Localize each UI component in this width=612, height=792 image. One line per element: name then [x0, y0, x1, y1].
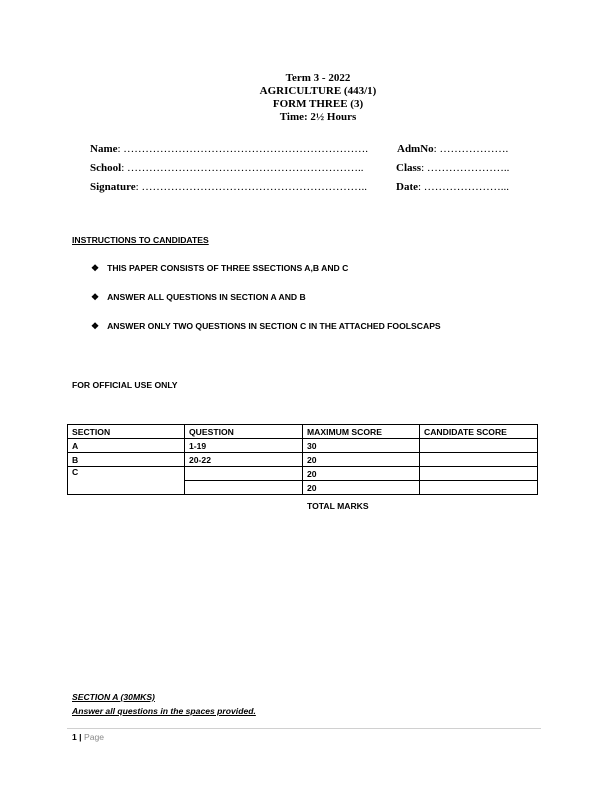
admno-dots: : ……………….: [433, 143, 509, 155]
section-a-instruction: Answer all questions in the spaces provided.: [72, 706, 256, 716]
signature-label: Signature: [90, 181, 136, 193]
table-row: [68, 467, 538, 481]
school-label: School: [90, 162, 122, 174]
class-dots: : …………………..: [421, 162, 510, 174]
instruction-item: [91, 263, 348, 274]
diamond-bullet-icon: ❖: [91, 263, 100, 273]
signature-dots: : ……………………………………………………..: [135, 181, 367, 193]
section-cell: C: [68, 467, 185, 495]
score-table: [67, 424, 538, 495]
instruction-text: ANSWER ONLY TWO QUESTIONS IN SECTION C IN THE ATTACHED FOOLSCAPS: [107, 321, 441, 331]
page-number: 1: [72, 732, 77, 742]
question-cell: 20-22: [185, 453, 303, 467]
instruction-item: [91, 321, 441, 332]
column-header: CANDIDATE SCORE: [420, 425, 538, 439]
page-label: Page: [83, 732, 105, 742]
school-field[interactable]: [90, 162, 364, 175]
candidate-score-cell[interactable]: [420, 467, 538, 481]
max-score-cell: 20: [303, 481, 420, 495]
column-header: MAXIMUM SCORE: [303, 425, 420, 439]
school-dots: : ………………………………………………………..: [121, 162, 364, 174]
exam-term: Term 3 - 2022: [285, 72, 351, 84]
section-cell: A: [68, 439, 185, 453]
date-dots: : …………………...: [418, 181, 510, 193]
diamond-bullet-icon: ❖: [91, 321, 100, 331]
instruction-text: THIS PAPER CONSISTS OF THREE SSECTIONS A,B AND C: [107, 263, 349, 273]
total-marks-label: TOTAL MARKS: [307, 501, 369, 511]
name-dots: : ………………………………………………………….: [117, 143, 369, 155]
section-a-title: SECTION A (30MKS): [72, 692, 155, 702]
class-field[interactable]: [396, 162, 509, 175]
signature-field[interactable]: [90, 181, 367, 194]
date-label: Date: [396, 181, 418, 193]
instruction-item: [91, 292, 306, 303]
footer-divider: [67, 728, 541, 729]
table-row: [68, 439, 538, 453]
admno-label: AdmNo: [397, 143, 434, 155]
candidate-score-cell[interactable]: [420, 453, 538, 467]
class-label: Class: [396, 162, 422, 174]
column-header: QUESTION: [185, 425, 303, 439]
official-use-heading: FOR OFFICIAL USE ONLY: [72, 380, 178, 390]
date-field[interactable]: [396, 181, 509, 194]
exam-subject: AGRICULTURE (443/1): [259, 85, 377, 97]
instruction-text: ANSWER ALL QUESTIONS IN SECTION A AND B: [107, 292, 306, 302]
diamond-bullet-icon: ❖: [91, 292, 100, 302]
exam-form: FORM THREE (3): [272, 98, 364, 110]
candidate-score-cell[interactable]: [420, 439, 538, 453]
question-cell: [185, 481, 303, 495]
max-score-cell: 20: [303, 453, 420, 467]
column-header: SECTION: [68, 425, 185, 439]
table-row: [68, 453, 538, 467]
candidate-score-cell[interactable]: [420, 481, 538, 495]
name-label: Name: [90, 143, 118, 155]
table-header-row: [68, 425, 538, 439]
instructions-heading: INSTRUCTIONS TO CANDIDATES: [72, 235, 209, 245]
section-cell: B: [68, 453, 185, 467]
footer-separator: |: [79, 732, 82, 742]
max-score-cell: 30: [303, 439, 420, 453]
name-field[interactable]: [90, 143, 368, 156]
question-cell: [185, 467, 303, 481]
admno-field[interactable]: [397, 143, 508, 156]
exam-time: Time: 2½ Hours: [279, 111, 357, 123]
question-cell: 1-19: [185, 439, 303, 453]
max-score-cell: 20: [303, 467, 420, 481]
page-footer: [72, 732, 104, 742]
